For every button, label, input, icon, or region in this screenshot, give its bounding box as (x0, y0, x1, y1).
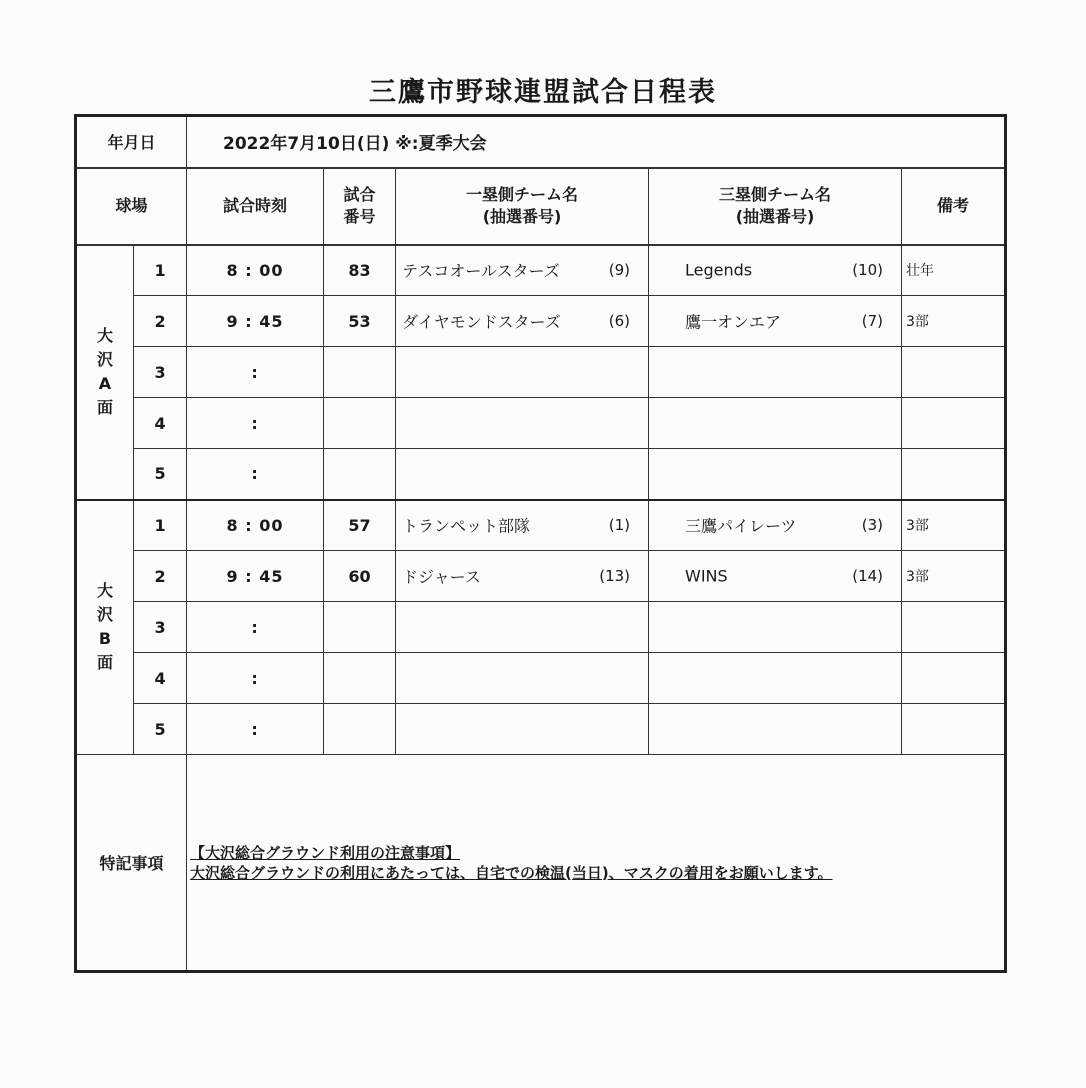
first-base-team (396, 653, 649, 704)
game-slot-number: 3 (134, 347, 187, 398)
header-game-no-line2: 番号 (343, 207, 376, 226)
game-number (324, 398, 396, 449)
header-first-base-line1: 一塁側チーム名 (466, 185, 579, 204)
game-slot-number: 5 (134, 704, 187, 755)
header-time: 試合時刻 (187, 168, 324, 245)
field-name (76, 500, 134, 755)
first-base-lot-number: (9) (608, 261, 631, 280)
header-field: 球場 (76, 168, 187, 245)
notes-body (187, 755, 1006, 972)
first-base-team (396, 551, 649, 602)
remark: 3部 (902, 296, 1006, 347)
remark: 3部 (902, 500, 1006, 551)
header-first-base-line2: (抽選番号) (482, 207, 562, 226)
first-base-team-name: トランペット部隊 (402, 516, 531, 536)
header-game-no (324, 168, 396, 245)
third-base-lot-number: (10) (852, 261, 884, 280)
notes-label: 特記事項 (76, 755, 187, 972)
third-base-team (649, 500, 902, 551)
game-number (324, 602, 396, 653)
third-base-team-name: WINS (685, 566, 728, 586)
first-base-team (396, 296, 649, 347)
third-base-team (649, 398, 902, 449)
game-time: 8 : 00 (187, 500, 324, 551)
game-slot-number: 3 (134, 602, 187, 653)
game-number (324, 653, 396, 704)
schedule-table (74, 114, 1007, 973)
header-first-base (396, 168, 649, 245)
remark: 壮年 (902, 245, 1006, 296)
first-base-team (396, 602, 649, 653)
first-base-team (396, 449, 649, 500)
third-base-lot-number: (7) (861, 312, 884, 330)
game-row (76, 500, 1006, 551)
game-time: 9 : 45 (187, 296, 324, 347)
game-slot-number: 4 (134, 653, 187, 704)
third-base-team (649, 551, 902, 602)
game-time: : (187, 653, 324, 704)
remark (902, 347, 1006, 398)
game-row (76, 296, 1006, 347)
third-base-team (649, 449, 902, 500)
first-base-team-name: テスコオールスターズ (402, 261, 560, 281)
first-base-team (396, 245, 649, 296)
third-base-team (649, 602, 902, 653)
game-time: 8 : 00 (187, 245, 324, 296)
first-base-team (396, 398, 649, 449)
first-base-team-name: ドジャース (402, 567, 481, 587)
third-base-team (649, 704, 902, 755)
game-row (76, 551, 1006, 602)
game-number (324, 347, 396, 398)
third-base-team (649, 296, 902, 347)
game-number: 60 (324, 551, 396, 602)
third-base-lot-number: (14) (852, 567, 884, 585)
game-slot-number: 4 (134, 398, 187, 449)
game-row (76, 398, 1006, 449)
first-base-team (396, 500, 649, 551)
remark: 3部 (902, 551, 1006, 602)
game-slot-number: 2 (134, 551, 187, 602)
remark (902, 398, 1006, 449)
first-base-lot-number: (13) (599, 567, 631, 585)
header-row (76, 168, 1006, 245)
game-time: : (187, 704, 324, 755)
remark (902, 602, 1006, 653)
field-name-text: 大沢B面 (97, 581, 114, 673)
game-number (324, 449, 396, 500)
header-third-base (649, 168, 902, 245)
field-name (76, 245, 134, 500)
first-base-team (396, 704, 649, 755)
first-base-lot-number: (6) (608, 312, 631, 330)
remark (902, 653, 1006, 704)
third-base-team-name: Legends (685, 260, 753, 280)
remark (902, 704, 1006, 755)
third-base-team-name: 三鷹パイレーツ (685, 516, 797, 536)
game-time: 9 : 45 (187, 551, 324, 602)
header-third-base-line1: 三塁側チーム名 (719, 185, 832, 204)
field-name-text: 大沢A面 (97, 326, 114, 417)
first-base-team-name: ダイヤモンドスターズ (402, 312, 561, 332)
game-time: : (187, 347, 324, 398)
header-game-no-line1: 試合 (343, 185, 376, 204)
third-base-team (649, 245, 902, 296)
date-row (76, 116, 1006, 168)
date-label: 年月日 (76, 116, 187, 168)
remark (902, 449, 1006, 500)
game-row (76, 653, 1006, 704)
game-number: 57 (324, 500, 396, 551)
page-title: 三鷹市野球連盟試合日程表 (369, 77, 717, 108)
third-base-team (649, 347, 902, 398)
date-value: 2022年7月10日(日) ※:夏季大会 (187, 116, 1006, 168)
game-time: : (187, 398, 324, 449)
game-row (76, 704, 1006, 755)
game-slot-number: 2 (134, 296, 187, 347)
game-row (76, 245, 1006, 296)
game-time: : (187, 449, 324, 500)
game-row (76, 347, 1006, 398)
first-base-team (396, 347, 649, 398)
game-slot-number: 1 (134, 245, 187, 296)
header-third-base-line2: (抽選番号) (735, 207, 815, 226)
game-slot-number: 5 (134, 449, 187, 500)
notes-row (76, 755, 1006, 972)
notes-text: 大沢総合グラウンドの利用にあたっては、自宅での検温(当日)、マスクの着用をお願いします。 (190, 863, 833, 882)
game-number: 83 (324, 245, 396, 296)
game-row (76, 602, 1006, 653)
game-time: : (187, 602, 324, 653)
game-number: 53 (324, 296, 396, 347)
notes-heading: 【大沢総合グラウンド利用の注意事項】 (190, 843, 461, 862)
third-base-team (649, 653, 902, 704)
first-base-lot-number: (1) (608, 516, 631, 535)
game-number (324, 704, 396, 755)
game-row (76, 449, 1006, 500)
game-slot-number: 1 (134, 500, 187, 551)
third-base-lot-number: (3) (861, 516, 884, 535)
header-remarks: 備考 (902, 168, 1006, 245)
third-base-team-name: 鷹一オンエア (685, 312, 782, 332)
